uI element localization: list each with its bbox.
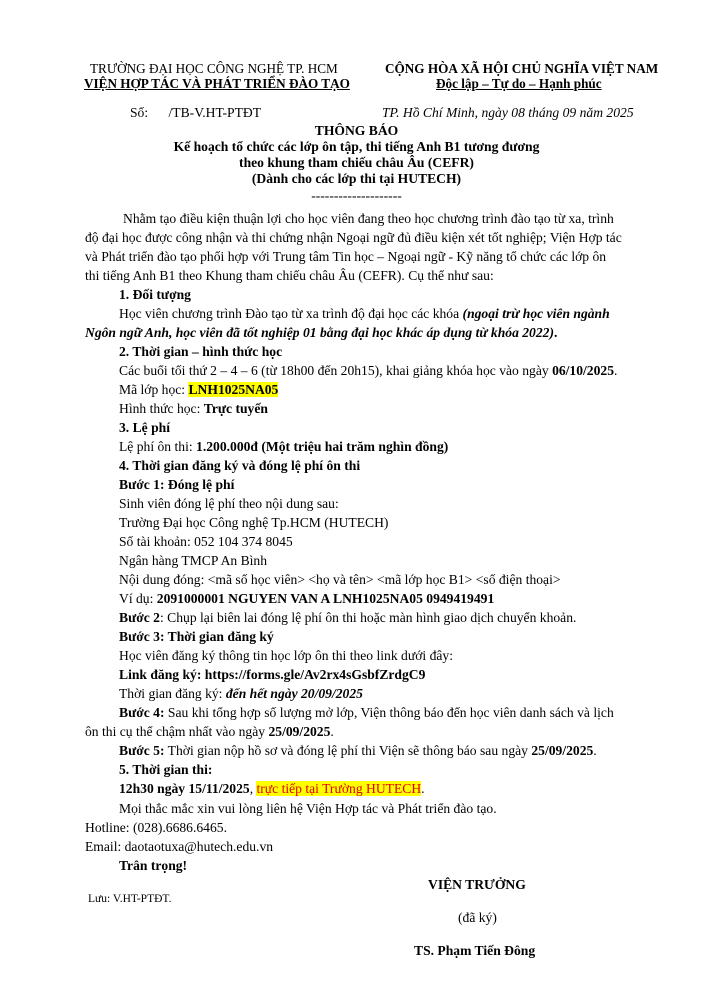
exam-place-highlight: trực tiếp tại Trường HUTECH — [256, 781, 422, 796]
schedule-line: Các buổi tối thứ 2 – 4 – 6 (từ 18h00 đến 20h15), khai giảng khóa học vào ngày 06/10/2025. — [119, 363, 618, 378]
account-number: Số tài khoản: 052 104 374 8045 — [119, 534, 293, 549]
registration-instruction: Học viên đăng ký thông tin học lớp ôn thi theo link dưới đây: — [119, 648, 453, 663]
registration-link[interactable]: https://forms.gle/Av2rx4sGsbfZrdgC9 — [204, 667, 426, 682]
payment-content-format: Nội dung đóng: <mã số học viên> <họ và tên> <mã lớp học B1> <số điện thoại> — [119, 572, 561, 587]
class-code-highlight: LNH1025NA05 — [188, 382, 279, 397]
section-5-heading: 5. Thời gian thi: — [119, 762, 213, 777]
subject-line-1: Kế hoạch tổ chức các lớp ôn tập, thi tiếng Anh B1 tương đương — [173, 139, 540, 154]
intro-line: Nhằm tạo điều kiện thuận lợi cho học viên đang theo học chương trình đào tạo từ xa, trình — [123, 211, 614, 226]
payment-instruction: Sinh viên đóng lệ phí theo nội dung sau: — [119, 496, 339, 511]
institute-name: VIỆN HỢP TÁC VÀ PHÁT TRIỂN ĐÀO TẠO — [84, 76, 350, 91]
regards: Trân trọng! — [119, 858, 188, 873]
signed-note: (đã ký) — [458, 910, 497, 925]
payee-name: Trường Đại học Công nghệ Tp.HCM (HUTECH) — [119, 515, 389, 530]
section-4-heading: 4. Thời gian đăng ký và đóng lệ phí ôn thi — [119, 458, 361, 473]
signer-name: TS. Phạm Tiến Đông — [414, 943, 536, 958]
contact-line: Mọi thắc mắc xin vui lòng liên hệ Viện Hợp tác và Phát triển đào tạo. — [119, 801, 497, 816]
registration-link-line: Link đăng ký: https://forms.gle/Av2rx4sGsbfZrdgC9 — [119, 667, 426, 682]
national-motto: Độc lập – Tự do – Hạnh phúc — [436, 76, 602, 91]
step-2-line: Bước 2: Chụp lại biên lai đóng lệ phí ôn thi hoặc màn hình giao dịch chuyển khoản. — [119, 610, 577, 625]
intro-line: độ đại học được công nhận và thi chứng nhận Ngoại ngữ đủ điều kiện xét tốt nghiệp; Viện Hợp tác — [85, 230, 622, 245]
university-name: TRƯỜNG ĐẠI HỌC CÔNG NGHỆ TP. HCM — [90, 61, 338, 76]
study-mode-line: Hình thức học: Trực tuyến — [119, 401, 268, 416]
email: Email: daotaotuxa@hutech.edu.vn — [85, 839, 274, 854]
document-number: Số: /TB-V.HT-PTĐT — [130, 105, 262, 120]
intro-line: thi tiếng Anh B1 theo Khung tham chiếu châu Âu (CEFR). Cụ thể như sau: — [85, 268, 494, 283]
subject-line-3: (Dành cho các lớp thi tại HUTECH) — [251, 171, 462, 186]
step-4-line-cont: ôn thi cụ thể chậm nhất vào ngày 25/09/2025. — [85, 724, 334, 739]
class-code-line: Mã lớp học: LNH1025NA05 — [119, 382, 279, 397]
section-2-heading: 2. Thời gian – hình thức học — [119, 344, 283, 359]
national-title: CỘNG HÒA XÃ HỘI CHỦ NGHĨA VIỆT NAM — [385, 61, 659, 76]
document-title: THÔNG BÁO — [314, 123, 399, 138]
title-separator: -------------------- — [311, 188, 402, 203]
section-1-text: Học viên chương trình Đào tạo từ xa trình độ đại học các khóa (ngoại trừ học viên ngành — [119, 306, 610, 321]
registration-deadline: Thời gian đăng ký: đến hết ngày 20/09/2025 — [119, 686, 363, 701]
section-3-heading: 3. Lệ phí — [119, 420, 170, 435]
subject-line-2: theo khung tham chiếu châu Âu (CEFR) — [239, 155, 474, 170]
bank-name: Ngân hàng TMCP An Bình — [119, 553, 268, 568]
payment-example: Ví dụ: 2091000001 NGUYEN VAN A LNH1025NA05 0949419491 — [119, 591, 495, 606]
exam-time-line: 12h30 ngày 15/11/2025, trực tiếp tại Trường HUTECH. — [119, 781, 425, 796]
document-date: TP. Hồ Chí Minh, ngày 08 tháng 09 năm 2025 — [382, 105, 634, 120]
step-4-line: Bước 4: Sau khi tổng hợp số lượng mở lớp, Viện thông báo đến học viên danh sách và lịch — [119, 705, 614, 720]
section-1-text-cont: Ngôn ngữ Anh, học viên đã tốt nghiệp 01 bằng đại học khác áp dụng từ khóa 2022). — [85, 325, 558, 340]
hotline: Hotline: (028).6686.6465. — [85, 820, 227, 835]
step-3-heading: Bước 3: Thời gian đăng ký — [119, 629, 274, 644]
step-5-line: Bước 5: Thời gian nộp hồ sơ và đóng lệ phí thi Viện sẽ thông báo sau ngày 25/09/2025. — [119, 743, 597, 758]
step-1-heading: Bước 1: Đóng lệ phí — [119, 477, 235, 492]
intro-line: và Phát triển đào tạo phối hợp với Trung tâm Tin học – Ngoại ngữ - Kỹ năng tổ chức các lớp ôn — [85, 249, 607, 264]
archive-note: Lưu: V.HT-PTĐT. — [88, 893, 172, 905]
signer-title: VIỆN TRƯỞNG — [428, 877, 526, 892]
section-1-heading: 1. Đối tượng — [119, 287, 191, 302]
fee-line: Lệ phí ôn thi: 1.200.000đ (Một triệu hai trăm nghìn đồng) — [119, 439, 449, 454]
